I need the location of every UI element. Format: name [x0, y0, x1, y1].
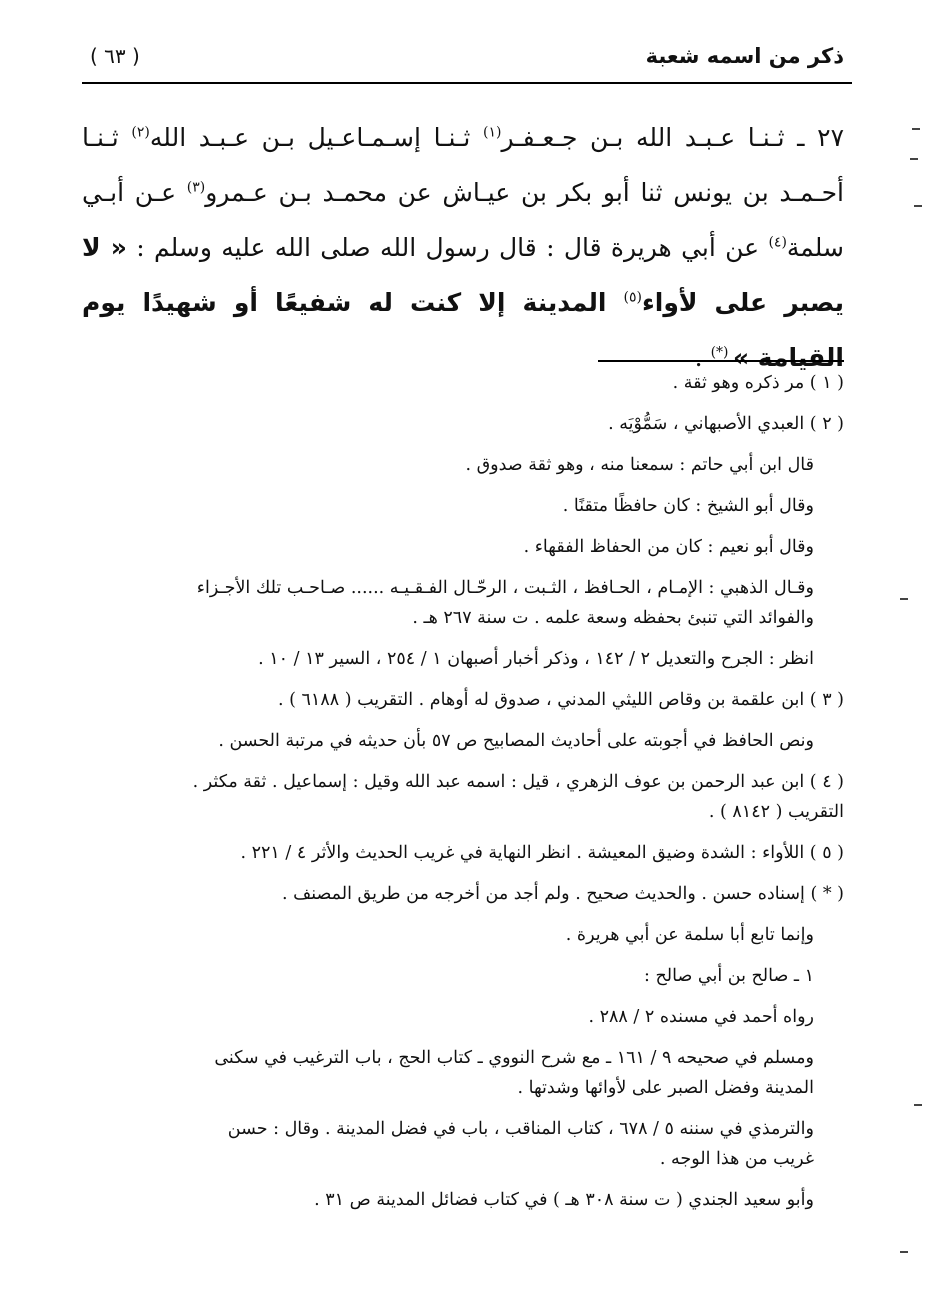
isnad-text-4: عـن أبـي سلمة: [82, 178, 844, 262]
footnote-paragraph: [82, 409, 844, 439]
footnote-line: التقريب ( ٨١٤٢ ) .: [708, 802, 844, 822]
footnote-line: ١ ـ صالح بن أبي صالح :: [644, 966, 814, 986]
footnote-line: وقال أبو الشيخ : كان حافظًا متقنًا .: [562, 496, 814, 516]
footnote-ref-3: (٣): [186, 179, 206, 196]
footnote-line: وقـال الذهبي : الإمـام ، الحـافظ ، الثـبت ، الرحّـال الفـقـيـه ...... صـاحـب تلك الأجـزاء: [196, 578, 814, 598]
isnad-text-5: عن أبي هريرة قال : قال رسول الله صلى الله عليه وسلم :: [126, 233, 769, 262]
footnote-separator: [598, 360, 844, 362]
end-period: .: [694, 343, 711, 372]
footnote-line: والترمذي في سننه ٥ / ٦٧٨ ، كتاب المناقب ، باب في فضل المدينة . وقال : حسن: [227, 1119, 814, 1139]
footnote-line: غريب من هذا الوجه .: [659, 1149, 814, 1169]
matn-text-2: المدينة إلا كنت له شفيعًا أو شهيدًا يوم القيامة »: [82, 288, 844, 372]
margin-mark: [912, 128, 920, 130]
footnote-line: قال ابن أبي حاتم : سمعنا منه ، وهو ثقة صدوق .: [465, 455, 814, 475]
isnad-text-3: ثـنـا أحـمـد بن يونس ثنا أبو بكر بن عيـاش عن محمـد بـن عـمرو: [82, 123, 845, 207]
margin-mark: [910, 158, 918, 160]
footnote-line: ( ٥ ) اللأواء : الشدة وضيق المعيشة . انظر النهاية في غريب الحديث والأثر ٤ / ٢٢١ .: [240, 843, 844, 863]
page-number: ( ٦٣ ): [90, 44, 140, 68]
footnote-line: ومسلم في صحيحه ٩ / ١٦١ ـ مع شرح النووي ـ كتاب الحج ، باب الترغيب في سكنى: [214, 1048, 814, 1068]
hadith-paragraph: [82, 110, 844, 385]
isnad-text-2: ثـنـا إسـمـاعـيل بـن عـبـد الله: [149, 123, 483, 152]
margin-mark: [900, 598, 908, 600]
footnotes-section: [82, 368, 844, 1226]
footnote-paragraph: [82, 1185, 844, 1215]
margin-mark: [900, 1251, 908, 1253]
isnad-text-1: ٢٧ ـ ثـنـا عـبـد الله بـن جـعـفـر: [501, 123, 844, 152]
matn-text-1: « لا يصبر على لأواء: [82, 233, 844, 317]
footnote-paragraph: [82, 644, 844, 674]
footnote-line: وأبو سعيد الجندي ( ت سنة ٣٠٨ هـ ) في كتاب فضائل المدينة ص ٣١ .: [314, 1190, 814, 1210]
footnote-line: المدينة وفضل الصبر على لأوائها وشدتها .: [517, 1078, 814, 1098]
footnote-paragraph: [82, 726, 844, 756]
footnote-line: ( ٤ ) ابن عبد الرحمن بن عوف الزهري ، قيل : اسمه عبد الله وقيل : إسماعيل . ثقة مكثر .: [192, 772, 844, 792]
footnote-ref-1: (١): [483, 124, 502, 141]
footnote-line: وإنما تابع أبا سلمة عن أبي هريرة .: [565, 925, 814, 945]
footnote-paragraph: [82, 573, 844, 633]
footnote-paragraph: [82, 1043, 844, 1103]
main-text: [82, 110, 844, 385]
footnote-line: ( ٣ ) ابن علقمة بن وقاص الليثي المدني ، صدوق له أوهام . التقريب ( ٦١٨٨ ) .: [278, 690, 844, 710]
running-header: [82, 38, 852, 84]
margin-mark: [914, 1104, 922, 1106]
footnote-paragraph: [82, 491, 844, 521]
footnote-paragraph: [82, 920, 844, 950]
footnote-paragraph: [82, 838, 844, 868]
footnote-paragraph: [82, 1002, 844, 1032]
footnote-paragraph: [82, 961, 844, 991]
footnote-line: وقال أبو نعيم : كان من الحفاظ الفقهاء .: [523, 537, 814, 557]
footnote-line: والفوائد التي تنبئ بحفظه وسعة علمه . ت سنة ٢٦٧ هـ .: [412, 608, 814, 628]
footnote-ref-4: (٤): [768, 234, 787, 251]
footnote-paragraph: [82, 879, 844, 909]
footnote-line: ونص الحافظ في أجوبته على أحاديث المصابيح ص ٥٧ بأن حديثه في مرتبة الحسن .: [218, 731, 814, 751]
footnote-line: ( ١ ) مر ذكره وهو ثقة .: [672, 373, 844, 393]
footnote-ref-5: (٥): [623, 289, 642, 306]
footnote-paragraph: [82, 685, 844, 715]
footnote-line: رواه أحمد في مسنده ٢ / ٢٨٨ .: [588, 1007, 814, 1027]
footnote-paragraph: [82, 532, 844, 562]
footnote-paragraph: [82, 450, 844, 480]
footnote-line: انظر : الجرح والتعديل ٢ / ١٤٢ ، وذكر أخبار أصبهان ١ / ٢٥٤ ، السير ١٣ / ١٠ .: [258, 649, 814, 669]
footnote-paragraph: [82, 1114, 844, 1174]
footnote-line: ( ٢ ) العبدي الأصبهاني ، سَمُّوْيَه .: [608, 414, 844, 434]
footnote-ref-2: (٢): [131, 124, 150, 141]
footnote-line: ( * ) إسناده حسن . والحديث صحيح . ولم أجد من أخرجه من طريق المصنف .: [281, 884, 844, 904]
footnote-paragraph: [82, 368, 844, 398]
margin-mark: [914, 205, 922, 207]
footnote-paragraph: [82, 767, 844, 827]
header-title: ذكر من اسمه شعبة: [645, 44, 844, 68]
footnote-ref-star: (*): [710, 344, 733, 361]
